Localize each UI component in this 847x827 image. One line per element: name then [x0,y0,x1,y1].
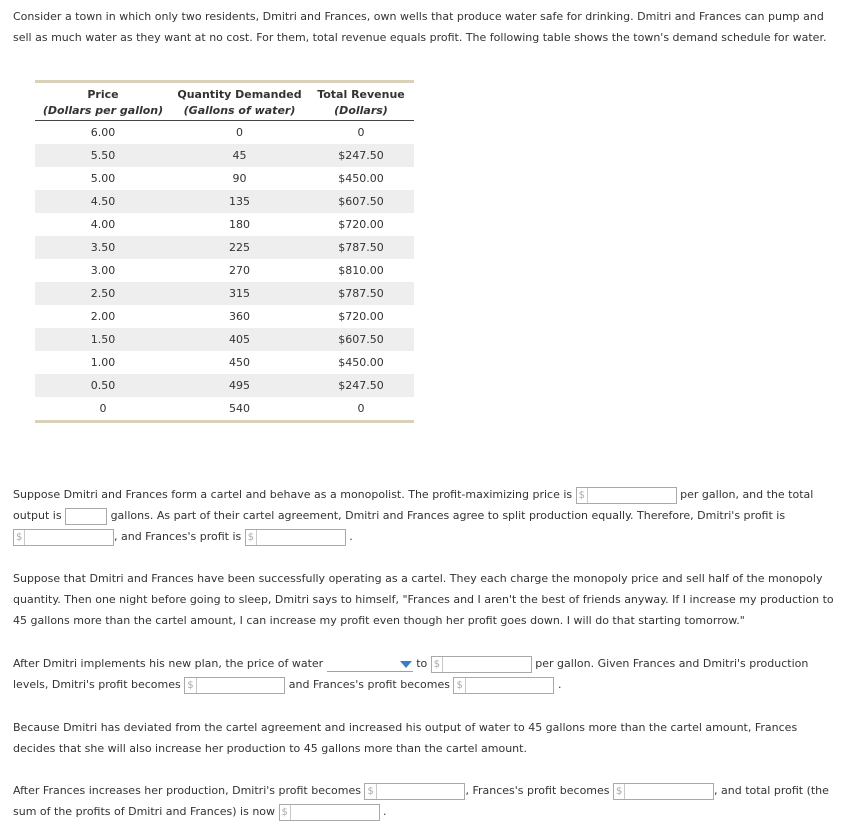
q3-text-3: per gallon. Given Frances and Dmitri's production [535,657,809,670]
q1-text-3: output is [13,509,62,522]
demand-schedule-table [35,80,414,423]
table-row [35,236,414,259]
dollar-sign: $ [579,488,588,503]
dmitri-cartel-profit-input[interactable] [13,529,114,546]
q1-text-6: . [349,530,353,543]
q1-text-5: , and Frances's profit is [114,530,242,543]
table-row [35,305,414,328]
table-body [35,121,414,420]
unit-revenue: (Dollars) [334,104,388,117]
price-cell: 6.00 [90,126,116,139]
total-output-input[interactable] [65,508,107,525]
q1-text-1: Suppose Dmitri and Frances form a cartel and behave as a monopolist. The profit-maximizing price is [13,488,573,501]
price-change-dropdown[interactable] [327,657,413,672]
revenue-cell: $450.00 [338,172,384,185]
table-row [35,213,414,236]
q3-text-6: . [557,678,562,691]
question-both-deviate [13,780,839,822]
dollar-sign: $ [367,784,376,799]
price-cell: 3.50 [90,241,116,254]
table-header-row [35,83,414,101]
dollar-sign: $ [16,530,25,545]
q1-text-4: gallons. As part of their cartel agreement, Dmitri and Frances agree to split production equally. Therefore, Dmitri's profit is [110,509,786,522]
q3-text-4: levels, Dmitri's profit becomes [13,678,181,691]
dollar-sign: $ [282,805,291,820]
dollar-sign: $ [456,678,465,693]
q5-text-5: . [383,805,387,818]
table-row [35,190,414,213]
q3-text-5: and Frances's profit becomes [288,678,450,691]
revenue-cell: $607.50 [338,333,384,346]
table-row [35,121,414,144]
price-cell: 2.50 [90,287,116,300]
question-dmitri-deviates [13,653,839,695]
price-cell: 3.00 [90,264,116,277]
price-cell: 0.50 [90,379,116,392]
quantity-cell: 450 [229,356,250,369]
monopoly-price-input[interactable] [576,487,677,504]
total-final-profit-input[interactable] [279,804,380,821]
price-cell: 4.50 [90,195,116,208]
quantity-cell: 360 [229,310,250,323]
q3-text-2: to [416,657,428,670]
dollar-sign: $ [187,678,196,693]
table-row [35,282,414,305]
price-cell: 1.50 [90,333,116,346]
frances-cartel-profit-input[interactable] [245,529,346,546]
revenue-cell: $720.00 [338,310,384,323]
revenue-cell: 0 [357,402,365,415]
revenue-cell: $607.50 [338,195,384,208]
revenue-cell: $787.50 [338,287,384,300]
revenue-cell: $247.50 [338,379,384,392]
q3-text-1: After Dmitri implements his new plan, the price of water [13,657,324,670]
question-cartel [13,484,839,547]
quantity-cell: 225 [229,241,250,254]
price-cell: 5.50 [90,149,116,162]
price-cell: 5.00 [90,172,116,185]
price-cell: 1.00 [90,356,116,369]
quantity-cell: 315 [229,287,250,300]
table-row [35,144,414,167]
intro-text: Consider a town in which only two residents, Dmitri and Frances, own wells that produce water safe for drinking. Dmitri and Frances can pump and sell as much water as they want at no cost. For them, total revenue equals profit. The following table shows the town's demand schedule for water. [13,10,827,44]
quantity-cell: 90 [232,172,247,185]
table-row [35,374,414,397]
unit-price: (Dollars per gallon) [42,104,164,117]
price-cell: 4.00 [90,218,116,231]
dmitri-deviation-profit-input[interactable] [184,677,285,694]
q5-text-4: sum of the profits of Dmitri and Frances) is now [13,805,276,818]
quantity-cell: 405 [229,333,250,346]
quantity-cell: 45 [232,149,247,162]
revenue-cell: $450.00 [338,356,384,369]
unit-quantity: (Gallons of water) [183,104,296,117]
table-row [35,351,414,374]
quantity-cell: 180 [229,218,250,231]
quantity-cell: 0 [236,126,243,139]
price-cell: 2.00 [90,310,116,323]
table-row [35,328,414,351]
table-row [35,167,414,190]
frances-final-profit-input[interactable] [613,783,714,800]
dollar-sign: $ [434,657,443,672]
table-units-row [35,101,414,121]
header-price: Price [87,88,119,101]
table-row [35,397,414,420]
q5-text-2: , Frances's profit becomes [465,784,610,797]
revenue-cell: $247.50 [338,149,384,162]
dollar-sign: $ [248,530,257,545]
revenue-cell: 0 [357,126,365,139]
q5-text-3: , and total profit (the [714,784,829,797]
question-deviation-text: Suppose that Dmitri and Frances have been successfully operating as a cartel. They each charge the monopoly price and sell half of the monopoly quantity. Then one night before going to sleep, Dmitri says to himself, "Frances and I aren't the best of friends anyway. If I increase my production to 45 gallons more than the cartel amount, I can increase my profit even though her profit goes down. I will do that starting tomorrow." [13,572,834,627]
q1-text-2: per gallon, and the total [680,488,814,501]
dmitri-final-profit-input[interactable] [364,783,465,800]
price-cell: 0 [99,402,107,415]
header-quantity: Quantity Demanded [177,88,302,101]
dollar-sign: $ [616,784,625,799]
revenue-cell: $787.50 [338,241,384,254]
table-row [35,259,414,282]
quantity-cell: 270 [229,264,250,277]
quantity-cell: 495 [229,379,250,392]
frances-deviation-profit-input[interactable] [453,677,554,694]
revenue-cell: $720.00 [338,218,384,231]
header-revenue: Total Revenue [317,88,405,101]
quantity-cell: 540 [229,402,250,415]
question-frances-deviates-text: Because Dmitri has deviated from the cartel agreement and increased his output of water to 45 gallons more than the cartel amount, Frances decides that she will also increase her production to 45 gallons more than the cartel amount. [13,721,798,755]
chevron-down-icon [400,661,412,668]
q5-text-1: After Frances increases her production, Dmitri's profit becomes [13,784,361,797]
quantity-cell: 135 [229,195,250,208]
new-price-input[interactable] [431,656,532,673]
revenue-cell: $810.00 [338,264,384,277]
table-bottom-rule [35,420,414,423]
